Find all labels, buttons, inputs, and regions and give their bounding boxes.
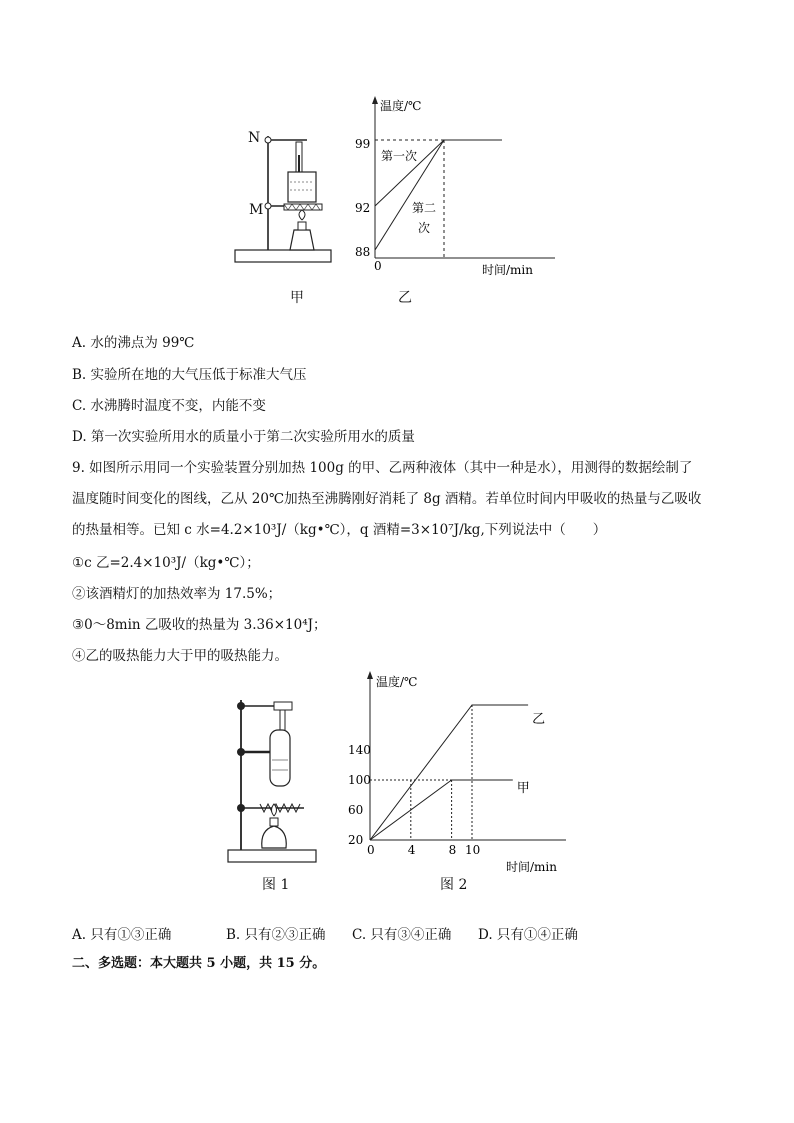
label-M: M — [249, 202, 264, 218]
caption-top-left: 甲 — [290, 290, 304, 306]
chart-top-ytick-99: 99 — [355, 137, 371, 151]
q9-statement-1: ①c 乙=2.4×10³J/（kg•℃）； — [72, 555, 260, 571]
chart-bottom-xtick: 8 — [448, 843, 457, 857]
chart-top-ylabel: 温度/℃ — [380, 99, 422, 113]
chart-bottom-series-label: 乙 — [532, 712, 546, 727]
caption-figure-2: 图 2 — [440, 877, 468, 893]
q8-option-b: B. 实验所在地的大气压低于标准大气压 — [72, 367, 307, 383]
chart-bottom-svg — [342, 668, 572, 878]
chart-top-label-first: 第一次 — [381, 149, 418, 163]
chart-top-label-second-b: 次 — [418, 221, 431, 235]
label-N: N — [248, 130, 261, 146]
caption-figure-1: 图 1 — [262, 877, 290, 893]
chart-bottom-series-label: 甲 — [516, 781, 530, 796]
chart-bottom-series-jia — [370, 780, 513, 840]
chart-bottom-xtick: 0 — [367, 843, 375, 857]
chart-bottom-xtick: 10 — [465, 843, 481, 857]
chart-top-origin: 0 — [374, 259, 382, 273]
figure-bottom-apparatus — [224, 690, 324, 868]
q9-statement-2: ②该酒精灯的加热效率为 17.5%； — [72, 586, 282, 602]
chart-bottom-ytick: 20 — [348, 833, 364, 847]
caption-top-right: 乙 — [398, 290, 412, 306]
chart-top-y-arrow — [372, 96, 378, 104]
q9-option-b: B. 只有②③正确 — [226, 927, 326, 943]
q9-line-2: 温度随时间变化的图线，乙从 20℃加热至沸腾刚好消耗了 8g 酒精。若单位时间内甲吸收的热量与乙吸收 — [72, 491, 702, 507]
chart-bottom-ylabel: 温度/℃ — [376, 675, 418, 689]
chart-bottom — [342, 668, 572, 878]
q8-option-a: A. 水的沸点为 99℃ — [72, 335, 195, 351]
chart-top-ytick-92: 92 — [355, 201, 371, 215]
q8-option-c: C. 水沸腾时温度不变，内能不变 — [72, 398, 266, 414]
heating-apparatus-illustration — [224, 690, 324, 868]
chart-top — [350, 94, 560, 284]
q9-statement-3: ③0～8min 乙吸收的热量为 3.36×10⁴J； — [72, 617, 327, 633]
chart-bottom-ytick: 140 — [348, 743, 371, 757]
chart-top-xlabel: 时间/min — [482, 263, 533, 277]
q9-option-c: C. 只有③④正确 — [352, 927, 452, 943]
q9-line-3: 的热量相等。已知 c 水=4.2×10³J/（kg•℃），q 酒精=3×10⁷J/kg,下列说法中（ ） — [72, 522, 607, 538]
chart-top-svg — [350, 94, 560, 284]
q9-option-a: A. 只有①③正确 — [72, 927, 172, 943]
q8-option-d: D. 第一次实验所用水的质量小于第二次实验所用水的质量 — [72, 429, 415, 445]
chart-bottom-ytick: 60 — [348, 803, 364, 817]
chart-bottom-series-yi — [370, 705, 528, 840]
chart-bottom-y-arrow — [367, 671, 373, 679]
chart-bottom-xlabel: 时间/min — [506, 860, 557, 874]
chart-top-label-second-a: 第二 — [412, 201, 437, 215]
chart-bottom-xtick: 4 — [407, 843, 416, 857]
section-heading: 二、多选题：本大题共 5 小题，共 15 分。 — [72, 956, 326, 971]
chart-top-ytick-88: 88 — [355, 245, 371, 259]
chart-bottom-ytick: 100 — [348, 773, 371, 787]
q9-line-1: 9. 如图所示用同一个实验装置分别加热 100g 的甲、乙两种液体（其中一种是水），用测得的数据绘制了 — [72, 460, 693, 476]
q9-option-d: D. 只有①④正确 — [478, 927, 578, 943]
q9-statement-4: ④乙的吸热能力大于甲的吸热能力。 — [72, 648, 288, 664]
